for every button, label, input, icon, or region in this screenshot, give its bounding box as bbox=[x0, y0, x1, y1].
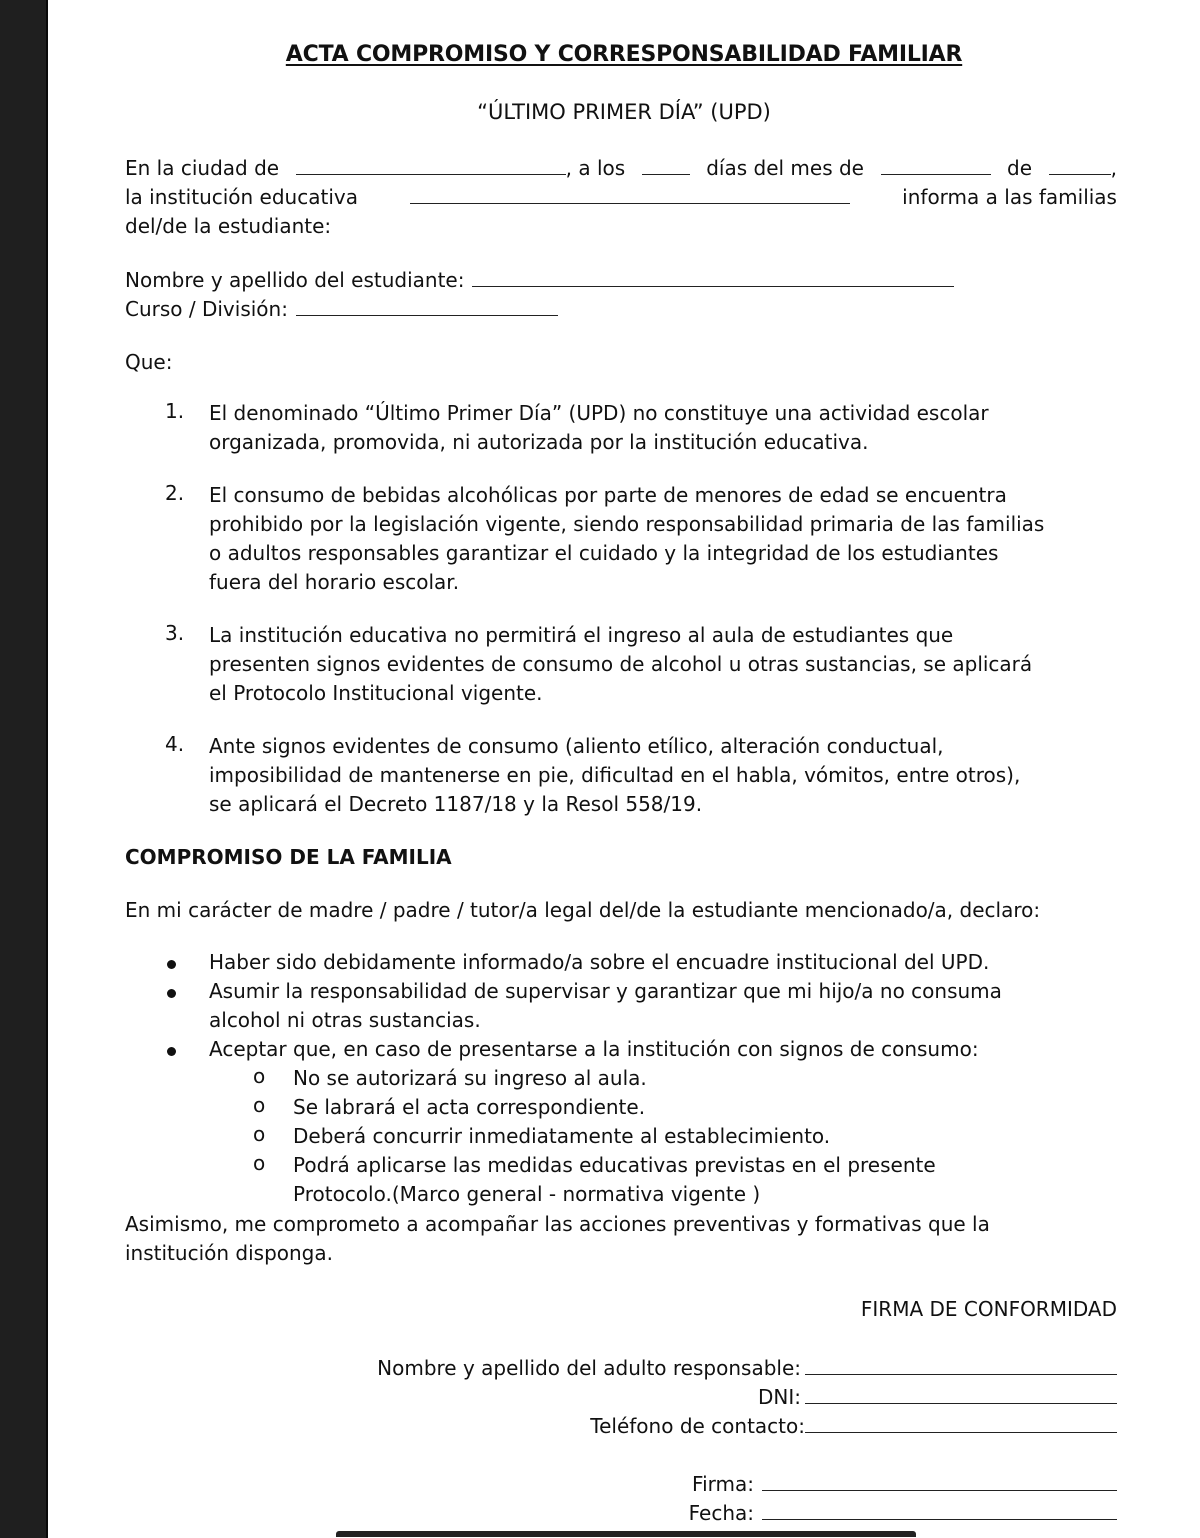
family-declaration: En mi carácter de madre / padre / tutor/a legal del/de la estudiante mencionado/a, declaro: bbox=[125, 898, 1041, 922]
bullet-icon bbox=[167, 1047, 176, 1056]
institucion-field[interactable] bbox=[410, 183, 850, 204]
item-line: prohibido por la legislación vigente, siendo responsabilidad primaria de las familias bbox=[209, 512, 1045, 536]
a-los-label: , a los bbox=[565, 156, 626, 180]
trailing-comma: , bbox=[1110, 156, 1117, 180]
page-bottom-edge bbox=[336, 1531, 916, 1537]
item-line: presenten signos evidentes de consumo de alcohol u otras sustancias, se aplicará bbox=[209, 652, 1033, 676]
ciudad-label: En la ciudad de bbox=[125, 156, 280, 180]
item-number: 4. bbox=[165, 732, 185, 756]
ciudad-field[interactable] bbox=[296, 154, 566, 175]
item-line bbox=[209, 399, 1117, 428]
bullet-line: alcohol ni otras sustancias. bbox=[209, 1008, 481, 1032]
fecha-field[interactable] bbox=[762, 1501, 1117, 1520]
item-line: La institución educativa no permitirá el ingreso al aula de estudiantes que bbox=[209, 623, 954, 647]
phone-field[interactable] bbox=[805, 1414, 1117, 1433]
sub-bullet-line: Se labrará el acta correspondiente. bbox=[293, 1095, 646, 1119]
bullet-line: Asumir la responsabilidad de supervisar y garantizar que mi hijo/a no consuma bbox=[209, 979, 1002, 1003]
item-line: se aplicará el Decreto 1187/18 y la Resol 558/19. bbox=[209, 792, 703, 816]
dias-label: días del mes de bbox=[706, 156, 864, 180]
phone-label: Teléfono de contacto: bbox=[590, 1414, 805, 1438]
bullet-icon bbox=[167, 989, 176, 998]
item-line: El consumo de bebidas alcohólicas por parte de menores de edad se encuentra bbox=[209, 483, 1007, 507]
adult-name-label: Nombre y apellido del adulto responsable: bbox=[377, 1356, 801, 1380]
family-section-heading: COMPROMISO DE LA FAMILIA bbox=[125, 845, 452, 869]
student-course-label: Curso / División: bbox=[125, 297, 288, 321]
circle-bullet-icon: o bbox=[253, 1122, 266, 1146]
student-name-label: Nombre y apellido del estudiante: bbox=[125, 268, 465, 292]
sub-bullet-line: Protocolo.(Marco general - normativa vigente ) bbox=[293, 1182, 761, 1206]
item-line: fuera del horario escolar. bbox=[209, 570, 460, 594]
item-line: o adultos responsables garantizar el cuidado y la integridad de los estudiantes bbox=[209, 541, 999, 565]
closing-line: institución disponga. bbox=[125, 1241, 333, 1265]
fecha-label: Fecha: bbox=[688, 1501, 754, 1525]
student-name-row bbox=[125, 266, 954, 295]
item-line: el Protocolo Institucional vigente. bbox=[209, 681, 543, 705]
adult-name-field[interactable] bbox=[805, 1356, 1117, 1375]
circle-bullet-icon: o bbox=[253, 1151, 266, 1175]
phone-row bbox=[590, 1414, 1117, 1438]
dni-row bbox=[758, 1385, 1117, 1409]
item-number: 2. bbox=[165, 481, 185, 505]
document-title: ACTA COMPROMISO Y CORRESPONSABILIDAD FAMILIAR bbox=[285, 42, 963, 67]
student-course-row bbox=[125, 295, 558, 324]
student-course-field[interactable] bbox=[296, 295, 558, 316]
bullet-icon bbox=[167, 960, 176, 969]
anio-field[interactable] bbox=[1049, 154, 1111, 175]
bullet-line: Aceptar que, en caso de presentarse a la institución con signos de consumo: bbox=[209, 1037, 979, 1061]
item-number: 3. bbox=[165, 621, 185, 645]
fecha-row bbox=[689, 1501, 1117, 1525]
item-text: El denominado “Último Primer Día” (UPD) no constituye una actividad escolar bbox=[209, 401, 989, 425]
adult-name-row bbox=[377, 1356, 1117, 1380]
dni-label: DNI: bbox=[758, 1385, 801, 1409]
intro-line-3: del/de la estudiante: bbox=[125, 214, 332, 238]
item-line: organizada, promovida, ni autorizada por la institución educativa. bbox=[209, 430, 869, 454]
student-name-field[interactable] bbox=[472, 266, 954, 287]
sub-bullet-line: No se autorizará su ingreso al aula. bbox=[293, 1066, 647, 1090]
circle-bullet-icon: o bbox=[253, 1093, 266, 1117]
que-label: Que: bbox=[125, 350, 173, 374]
institucion-label: la institución educativa bbox=[125, 185, 358, 209]
dni-field[interactable] bbox=[805, 1385, 1117, 1404]
bullet-line: Haber sido debidamente informado/a sobre el encuadre institucional del UPD. bbox=[209, 950, 990, 974]
signature-heading: FIRMA DE CONFORMIDAD bbox=[860, 1297, 1117, 1321]
intro-line-2 bbox=[125, 183, 1117, 212]
dias-field[interactable] bbox=[642, 154, 690, 175]
firma-row bbox=[692, 1472, 1117, 1496]
document-subtitle: “ÚLTIMO PRIMER DÍA” (UPD) bbox=[477, 100, 771, 124]
firma-label: Firma: bbox=[692, 1472, 754, 1496]
intro-line-1 bbox=[125, 154, 1117, 183]
mes-field[interactable] bbox=[881, 154, 991, 175]
viewer-side-panel bbox=[0, 0, 48, 1538]
sub-bullet-line: Podrá aplicarse las medidas educativas previstas en el presente bbox=[293, 1153, 936, 1177]
circle-bullet-icon: o bbox=[253, 1064, 266, 1088]
item-line: Ante signos evidentes de consumo (aliento etílico, alteración conductual, bbox=[209, 734, 944, 758]
de-label: de bbox=[1007, 156, 1033, 180]
item-line: imposibilidad de mantenerse en pie, dificultad en el habla, vómitos, entre otros), bbox=[209, 763, 1021, 787]
firma-field[interactable] bbox=[762, 1472, 1117, 1491]
document-page bbox=[48, 0, 1200, 1538]
sub-bullet-line: Deberá concurrir inmediatamente al establecimiento. bbox=[293, 1124, 831, 1148]
item-number: 1. bbox=[165, 399, 185, 423]
closing-line: Asimismo, me comprometo a acompañar las acciones preventivas y formativas que la bbox=[125, 1212, 990, 1236]
informa-label: informa a las familias bbox=[902, 185, 1117, 209]
